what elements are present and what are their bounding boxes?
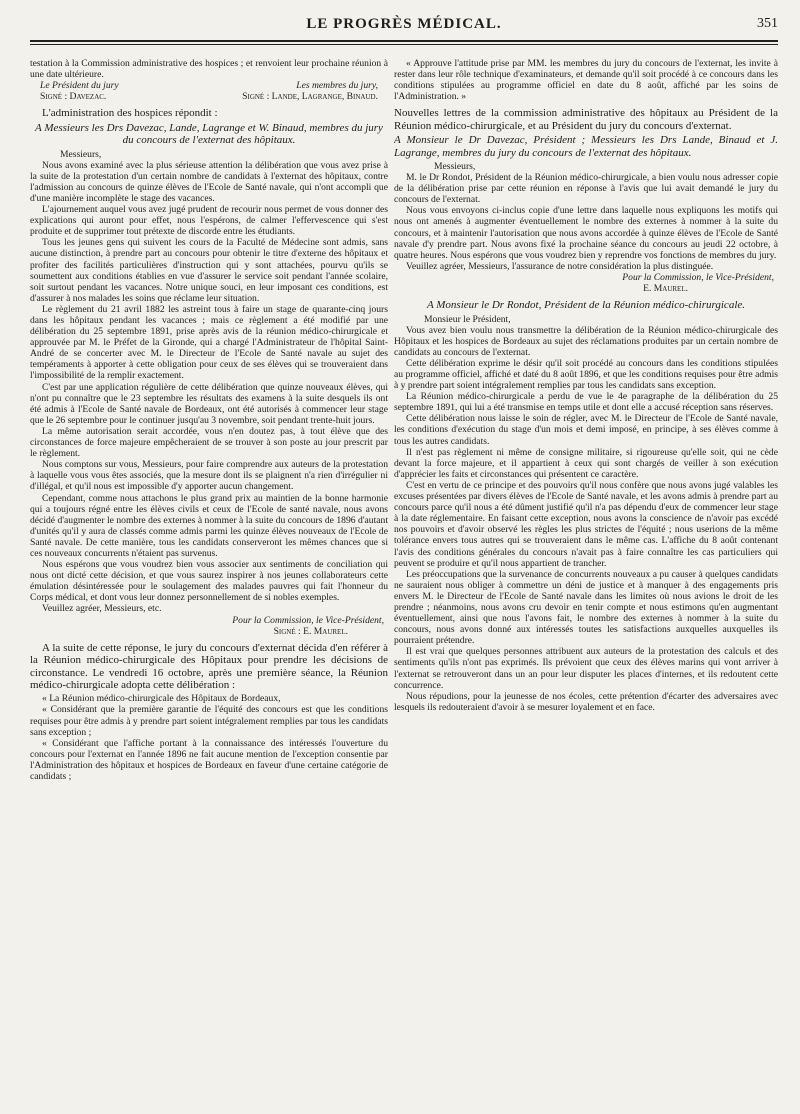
page-number: 351 <box>757 16 778 31</box>
paragraph: Nous vous envoyons ci-inclus copie d'une lettre dans laquelle nous expliquons les motifs qui nous ont amenés à augmenter éventuellement le nombre des externes à nommer à la suite du concours, et à maintenir l'autorisation que nous avons accordée à quinze élèves de l'Ecole de Santé navale d'y prendre part. Nous avons fixé la prochaine séance du concours au jeudi 22 octobre, à quatre heures. Nous espérons que vous voudrez bien y reprendre vos fonctions de membres du jury. <box>394 205 778 261</box>
paragraph: Tous les jeunes gens qui suivent les cours de la Faculté de Médecine sont admis, sans aucune distinction, à prendre part au concours pour obtenir le titre d'externe des hôpitaux et profiter des facilités particulières d'instruction qui y sont attachées, pourvu qu'ils se soumettent aux conditions établies en vue d'assurer le service soit pendant l'année scolaire, soit surtout pendant les vacances. Notre unique souci, en leur imposant ces conditions, est d'assurer à nos malades les soins que réclame leur situation. <box>30 237 388 304</box>
paragraph: Nous comptons sur vous, Messieurs, pour faire comprendre aux auteurs de la protestation à laquelle vous vous êtes associés, que la mesure dont ils se plaignent n'a rien d'irrégulier ni d'illégal, et qu'il nous est impossible d'y apporter aucun changement. <box>30 459 388 493</box>
paragraph: C'est en vertu de ce principe et des pouvoirs qu'il nous confère que nous avons jugé valables les excuses présentées par divers élèves de l'Ecole de Santé navale, et les avons admis à prendre part au concours parce qu'il nous a été dûment justifié qu'il n'a pas dépendu d'eux de commencer leur stage à la date réglementaire. En faisant cette exception, nous avons la conscience de n'avoir pas excédé nos pouvoirs et d'avoir observé les règles les plus strictes de l'équité ; nous userions de la même tolérance envers tous autres qui se trouveraient dans le même cas. L'affiche du 8 août contenant l'avis des conditions générales du concours n'avait pas à faire connaître les cas particuliers qui peuvent se produire et qu'il nous appartient de trancher. <box>394 479 778 569</box>
signature-name: Signé : Lande, Lagrange, Binaud. <box>242 91 378 103</box>
journal-title: LE PROGRÈS MÉDICAL. <box>306 16 502 32</box>
signature-label: Le Président du jury <box>40 80 119 92</box>
paragraph: Nous espérons que vous voudrez bien vous associer aux sentiments de conciliation qui nous ont dicté cette décision, et que vous saurez inspirer à nos jeunes collaborateurs cette émulation désintéressée pour le soulagement des malades pauvres qui fait l'honneur du Corps médical, et dont vous leur donnez personnellement de si nobles exemples. <box>30 559 388 604</box>
signature-line: Pour la Commission, le Vice-Président, <box>232 614 384 626</box>
paragraph: L'ajournement auquel vous avez jugé prudent de recourir nous permet de vous donner des explications qui auront pour effet, nous l'espérons, de calmer l'effervescence qui s'est produite et de supprimer tout prétexte de discorde entre les étudiants. <box>30 204 388 238</box>
paragraph: Cependant, comme nous attachons le plus grand prix au maintien de la bonne harmonie qui a toujours régné entre les élèves civils et ceux de l'Ecole de santé navale, nous avons décidé d'augmenter le nombre des externes à nommer à la suite du concours de 1896 d'autant d'unités qu'il y aura de classés comme admis parmi les quinze élèves nouveaux de l'Ecole de Santé navale. De cette manière, tous les candidats conserveront les mêmes chances que si ces nouveaux concurrents n'étaient pas survenus. <box>30 492 388 559</box>
salutation: Monsieur le Président, <box>424 313 511 325</box>
running-header <box>30 16 778 38</box>
paragraph: Nous avons examiné avec la plus sérieuse attention la délibération que vous avez prise à la suite de la protestation d'un certain nombre de candidats à l'externat des hôpitaux, contre l'admission au concours de quinze élèves de l'Ecole de Santé navale, qui n'ont accompli que d'une manière incomplète le stage des vacances. <box>30 159 388 204</box>
left-column <box>30 58 388 1103</box>
signature-line: Pour la Commission, le Vice-Président, <box>622 271 774 283</box>
signature-names <box>30 91 388 102</box>
header-rule-thin <box>30 44 778 45</box>
paragraph: C'est par une application régulière de cette délibération que quinze nouveaux élèves, qui n'ont pu connaître que le 23 septembre les résultats des examens à la suite desquels ils ont été admis à l'Ecole de Santé navale de Bordeaux, ont été autorisés à commencer leur stage que le 26 septembre pour le continuer jusqu'au 3 novembre, soit pendant trente-huit jours. <box>30 381 388 426</box>
quote: « Considérant que la première garantie de l'équité des concours est que les conditions requises pour être admis à y prendre part soient intégralement remplies par tous les candidats sans exception ; <box>30 704 388 738</box>
right-column <box>394 58 778 1103</box>
signature-name: Signé : E. Maurel. <box>273 625 348 637</box>
paragraph: A la suite de cette réponse, le jury du concours d'externat décida d'en référer à la Réunion médico-chirurgicale des Hôpitaux pour prendre les décisions de circonstance. Le vendredi 16 octobre, après une première séance, la Réunion médico-chirurgicale adopta cette délibération : <box>30 641 388 691</box>
section-heading: Nouvelles lettres de la commission administrative des hôpitaux au Président de la Réunion médico-chirurgicale, et au Président du jury du concours d'externat. <box>394 107 778 132</box>
paragraph: Cette délibération exprime le désir qu'il soit procédé au concours dans les conditions stipulées au programme officiel, affiché et daté du 8 août 1896, et que les conditions requises pour être admis à y prendre part soient intégralement remplies par tous les candidats sans exception. <box>394 357 778 392</box>
header-rule <box>30 40 778 42</box>
paragraph: La Réunion médico-chirurgicale a perdu de vue le 4e paragraphe de la délibération du 25 septembre 1891, qui lui a été transmise en temps utile et dont elle a accusé réception sans réserves. <box>394 391 778 414</box>
letter-address: A Messieurs les Drs Davezac, Lande, Lagrange et W. Binaud, membres du jury du concours de l'externat des hôpitaux. <box>35 121 383 147</box>
signature-name: E. Maurel. <box>643 283 688 295</box>
paragraph: Le règlement du 21 avril 1882 les astreint tous à faire un stage de quarante-cinq jours dans les hôpitaux pendant les vacances ; mais ce règlement a été modifié par une délibération du 25 septembre 1891, prise après avis de la réunion médico-chirurgicale et approuvée par M. le Préfet de la Gironde, qui a chargé l'Administrateur de l'hôpital Saint-André de se concerter avec M. le Directeur de l'Ecole de Santé navale au sujet des tempéraments à apporter à cette obligation pour ceux de ses élèves qui se trouveraient dans l'impossibilité de la remplir exactement. <box>30 303 388 382</box>
paragraph: La même autorisation serait accordée, vous n'en doutez pas, à tout élève que des circonstances de force majeure empêcheraient de se trouver à son poste au jour prescrit par le règlement. <box>30 425 388 460</box>
paragraph: testation à la Commission administrative des hospices ; et renvoient leur prochaine réunion à une date ultérieure. <box>30 58 388 81</box>
paragraph: Vous avez bien voulu nous transmettre la délibération de la Réunion médico-chirurgicale des Hôpitaux et les hospices de Bordeaux au sujet des réclamations produites par un certain nombre de candidats au concours de l'externat. <box>394 324 778 358</box>
salutation: Messieurs, <box>434 161 476 172</box>
quote: « Considérant que l'affiche portant à la connaissance des intéressés l'ouverture du concours pour l'externat en l'année 1896 ne fait aucune mention de l'exception consentie par l'Administration des hôpitaux et hospices de Bordeaux en faveur d'une certaine catégorie de candidats ; <box>30 737 388 782</box>
section-intro: L'administration des hospices répondit : <box>42 107 218 120</box>
signature-label: Les membres du jury, <box>296 80 378 92</box>
salutation: Messieurs, <box>60 148 102 160</box>
paragraph: M. le Dr Rondot, Président de la Réunion médico-chirurgicale, a bien voulu nous adresser copie de la délibération prise par cette réunion en réponse à l'avis que lui avait demandé le jury du concours de l'externat. <box>394 172 778 206</box>
paragraph: Veuillez agréer, Messieurs, etc. <box>42 603 162 615</box>
paragraph: Les préoccupations que la survenance de concurrents nouveaux a pu causer à quelques candidats ne sauraient nous obliger à commettre un déni de justice et à manquer à des engagements pris envers M. le Directeur de l'Ecole de Santé navale dans les limites où nous avions le droit de les prendre ; néanmoins, nous avons cru devoir en tenir compte et nous estimons qu'en augmentant éventuellement, ainsi que nous l'avons fait, le nombre des externes à nommer à la suite du concours, nous avons donné aux intéressés toutes les satisfactions auxquelles auxquelles ils pourraient prétendre. <box>394 568 778 647</box>
letter-address: A Monsieur le Dr Rondot, Président de la Réunion médico-chirurgicale. <box>426 299 746 312</box>
paragraph: Il est vrai que quelques personnes attribuent aux auteurs de la protestation des calculs et des sentiments qu'ils n'ont pas exprimés. Ils prévoient que ceux des élèves marins qui vont arriver à l'externat se retrouveront dans un an pour leur disputer les places d'internes, et ils redoutent cette concurrence. <box>394 646 778 691</box>
quote: « La Réunion médico-chirurgicale des Hôpitaux de Bordeaux, <box>42 693 281 705</box>
quote: « Approuve l'attitude prise par MM. les membres du jury du concours de l'externat, les invite à rester dans leur rôle technique d'examinateurs, et demande qu'il soit procédé à ce concours dans les conditions stipulées au programme officiel en date du 8 août, affiché par les soins de l'Administration. » <box>394 58 778 103</box>
paragraph: Nous répudions, pour la jeunesse de nos écoles, cette prétention d'écarter des adversaires avec lesquels ils redouteraient d'avoir à se mesurer loyalement et en face. <box>394 690 778 713</box>
signature-name: Signé : Davezac. <box>40 91 107 103</box>
paragraph: Cette délibération nous laisse le soin de régler, avec M. le Directeur de l'Ecole de Santé navale, les conditions d'exécution du stage d'un mois et demi imposé, en principe, à ses élèves comme à tous les autres candidats. <box>394 413 778 447</box>
paragraph: Veuillez agréer, Messieurs, l'assurance de notre considération la plus distinguée. <box>406 260 714 272</box>
signature-labels <box>30 80 388 91</box>
paragraph: Il n'est pas règlement ni même de consigne militaire, si rigoureuse qu'elle soit, qui ne cède devant la force majeure, et il appartient à ceux qui sont chargés de veiller à son exécution d'apprécier les faits et circonstances qui présentent ce caractère. <box>394 446 778 480</box>
letter-address: A Monsieur le Dr Davezac, Président ; Messieurs les Drs Lande, Binaud et J. Lagrange, membres du jury du concours de l'externat des hôpitaux. <box>394 134 778 159</box>
